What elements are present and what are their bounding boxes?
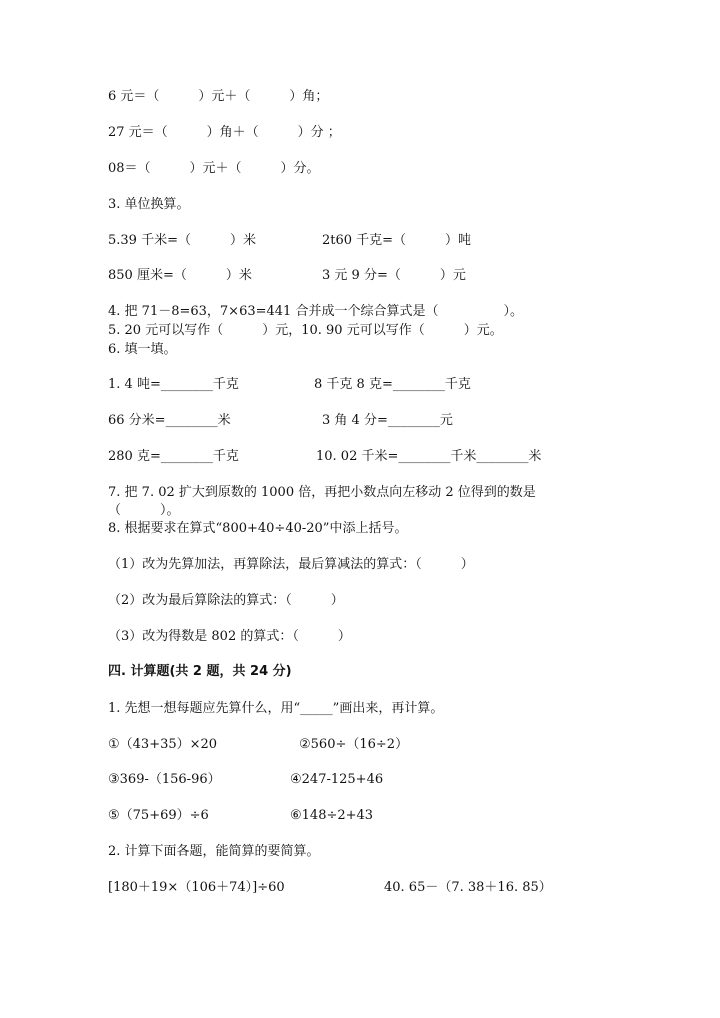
calc-item-4: ④247-125+46 — [290, 772, 384, 787]
question-7-blank: （ ）。 — [108, 503, 180, 518]
fill-item-5: 280 克=________千克 — [108, 449, 239, 464]
fill-item-6: 10. 02 千米=________千米________米 — [316, 449, 542, 464]
calc-item-6: ⑥148÷2+43 — [290, 808, 374, 823]
conversion-item-1: 5.39 千米=（ ）米 — [108, 233, 256, 248]
conversion-item-4: 3 元 9 分=（ ）元 — [322, 268, 466, 283]
calc-item-2: ②560÷（16÷2） — [299, 737, 409, 752]
question-4: 4. 把 71－8=63，7×63=441 合并成一个综合算式是（ ）。 — [108, 304, 523, 319]
question-6-title: 6. 填一填。 — [108, 342, 177, 357]
calc-expression-1: [180＋19×（106＋74）]÷60 — [108, 880, 285, 895]
money-question-line-1: 6 元＝（ ）元＋（ ）角； — [108, 89, 329, 104]
fill-item-4: 3 角 4 分=________元 — [322, 413, 453, 428]
question-5: 5. 20 元可以写作（ ）元，10. 90 元可以写作（ ）元。 — [108, 323, 503, 338]
question-7: 7. 把 7. 02 扩大到原数的 1000 倍，再把小数点向左移动 2 位得到的数是 — [108, 485, 536, 500]
question-8-part-3: （3）改为得数是 802 的算式：（ ） — [108, 629, 351, 644]
calc-question-2: 2. 计算下面各题，能简算的要简算。 — [108, 844, 320, 859]
fill-item-2: 8 千克 8 克=________千克 — [314, 377, 471, 392]
section-4-heading: 四. 计算题(共 2 题，共 24 分) — [108, 664, 292, 679]
calc-item-5: ⑤（75+69）÷6 — [108, 808, 209, 823]
question-8: 8. 根据要求在算式“800+40÷40-20”中添上括号。 — [108, 521, 408, 536]
calc-question-1: 1. 先想一想每题应先算什么，用“_____”画出来，再计算。 — [108, 701, 444, 716]
money-question-line-2: 27 元＝（ ）角＋（ ）分 ； — [108, 125, 341, 140]
conversion-item-2: 2t60 千克=（ ）吨 — [322, 233, 472, 248]
question-3-title: 3. 单位换算。 — [108, 197, 190, 212]
calc-item-1: ①（43+35）×20 — [108, 737, 218, 752]
fill-item-1: 1. 4 吨=________千克 — [108, 377, 239, 392]
question-8-part-2: （2）改为最后算除法的算式：（ ） — [108, 593, 344, 608]
calc-item-3: ③369-（156-96） — [108, 772, 221, 787]
calc-expression-2: 40. 65－（7. 38＋16. 85） — [384, 880, 552, 895]
question-8-part-1: （1）改为先算加法，再算除法，最后算减法的算式：（ ） — [108, 557, 474, 572]
fill-item-3: 66 分米=________米 — [108, 413, 231, 428]
money-question-line-3: 08＝（ ）元＋（ ）分。 — [108, 161, 320, 176]
conversion-item-3: 850 厘米=（ ）米 — [108, 268, 252, 283]
